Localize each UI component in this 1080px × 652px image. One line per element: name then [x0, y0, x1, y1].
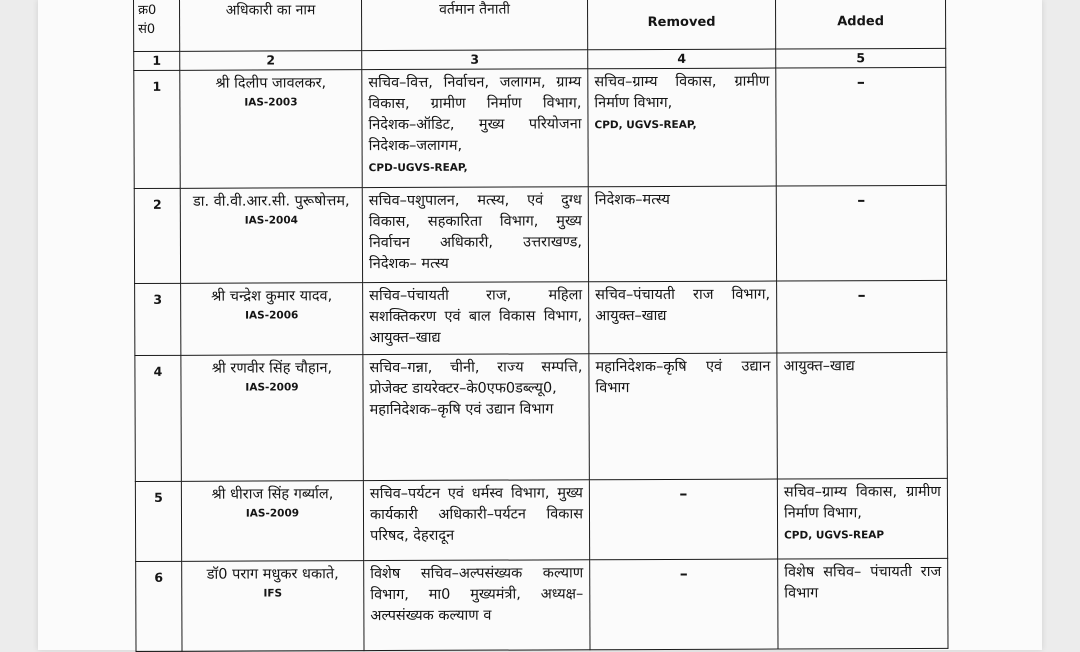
added-posting: विशेष सचिव– पंचायती राज विभाग: [784, 563, 942, 602]
column-number: 5: [776, 48, 946, 68]
officer-name: श्री धीराज सिंह गर्ब्याल,: [211, 486, 334, 503]
removed-posting-code: CPD, UGVS-REAP,: [594, 118, 697, 132]
current-posting-cell: [363, 354, 589, 481]
current-posting-cell: [364, 560, 590, 651]
current-posting-code: CPD-UGVS-REAP,: [368, 161, 468, 175]
current-posting: सचिव–पंचायती राज, महिला सशक्तिकरण एवं बाल विकास विभाग, आयुक्त–खाद्य: [369, 287, 583, 347]
header-current-posting: वर्तमान तैनाती: [362, 0, 588, 51]
column-number: 2: [180, 51, 362, 71]
removed-posting: –: [590, 559, 778, 650]
table-row: [134, 67, 946, 188]
header-officer-name: अधिकारी का नाम: [180, 0, 362, 51]
added-posting: –: [776, 185, 946, 281]
column-number: 4: [588, 49, 776, 69]
document-page: [38, 0, 1042, 650]
serial-number: 2: [134, 188, 180, 283]
added-posting: सचिव–ग्राम्य विकास, ग्रामीण निर्माण विभाग,: [783, 483, 941, 522]
serial-number: 6: [136, 561, 182, 651]
current-posting-cell: [363, 282, 589, 355]
service-batch: IFS: [263, 587, 283, 600]
table-row: [135, 478, 947, 561]
officer-name: डा. वी.वी.आर.सी. पुरूषोत्तम,: [192, 193, 350, 210]
removed-posting: सचिव–पंचायती राज विभाग, आयुक्त–खाद्य: [595, 286, 771, 325]
current-posting: महानिदेशक–कृषि एवं उद्यान विभाग: [369, 401, 554, 419]
service-batch: IAS-2004: [244, 214, 298, 227]
officer-cell: [180, 70, 362, 189]
column-number: 3: [362, 50, 588, 70]
removed-posting: निदेशक–मत्स्य: [588, 186, 776, 282]
header-row: [134, 0, 946, 51]
removed-posting: सचिव–ग्राम्य विकास, ग्रामीण निर्माण विभाग,: [594, 73, 770, 112]
header-removed: Removed: [587, 0, 775, 50]
officer-cell: [180, 188, 362, 284]
officer-cell: [181, 283, 363, 356]
added-posting-code: CPD, UGVS-REAP: [784, 529, 885, 542]
current-posting: विशेष सचिव–अल्पसंख्यक कल्याण विभाग, मा0 मुख्यमंत्री, अध्यक्ष– अल्पसंख्यक कल्याण व: [370, 565, 584, 625]
service-batch: IAS-2003: [244, 96, 298, 109]
added-posting: –: [777, 280, 947, 353]
officer-cell: [181, 355, 363, 482]
table-row: [134, 185, 946, 283]
current-posting: सचिव–पर्यटन एवं धर्मस्व विभाग, मुख्य कार्यकारी अधिकारी–पर्यटन विकास परिषद, देहरादून: [369, 485, 584, 545]
added-posting: आयुक्त–खाद्य: [777, 352, 947, 479]
table-row: [135, 352, 947, 481]
officer-cell: [181, 481, 363, 562]
header-added: Added: [775, 0, 945, 49]
removed-cell: [589, 353, 777, 480]
removed-posting: –: [589, 479, 777, 560]
serial-number: 5: [135, 481, 181, 561]
table-row: [136, 558, 948, 651]
current-posting-cell: [362, 187, 588, 283]
serial-number: 4: [135, 355, 181, 481]
removed-cell: [588, 68, 776, 187]
column-number: 1: [134, 51, 180, 70]
serial-number: 3: [135, 283, 181, 355]
removed-posting: महानिदेशक–कृषि एवं उद्यान विभाग: [595, 358, 771, 397]
officer-name: श्री रणवीर सिंह चौहान,: [211, 360, 333, 377]
added-cell: [777, 478, 947, 559]
added-cell: [778, 558, 948, 649]
current-posting: सचिव–पशुपालन, मत्स्य, एवं दुग्ध विकास, सहकारिता विभाग, मुख्य निर्वाचन अधिकारी, उत्तराखण्ड, निदेशक– मत्स्य: [368, 192, 582, 273]
officer-name: श्री दिलीप जावलकर,: [215, 75, 327, 92]
serial-number: 1: [134, 70, 180, 188]
officer-name: श्री चन्द्रेश कुमार यादव,: [211, 288, 333, 305]
header-serial: क्र0 सं0: [134, 0, 180, 51]
current-posting-cell: [363, 480, 589, 561]
current-posting-cell: [362, 69, 588, 188]
officer-cell: [182, 561, 364, 652]
service-batch: IAS-2009: [245, 381, 299, 394]
added-posting: –: [776, 67, 946, 186]
service-batch: IAS-2009: [245, 507, 300, 520]
current-posting: सचिव–गन्ना, चीनी, राज्य सम्पत्ति, प्रोजेक्ट डायरेक्टर–के0एफ0डब्ल्यू0,: [369, 359, 583, 398]
current-posting: सचिव–वित्त, निर्वाचन, जलागम, ग्राम्य विकास, ग्रामीण निर्माण विभाग, निदेशक–ऑडिट, मुख्य परियोजना निदेशक–जलागम,: [368, 74, 582, 155]
service-batch: IAS-2006: [245, 309, 299, 322]
removed-cell: [589, 281, 777, 354]
officer-name: डॉ0 पराग मधुकर धकाते,: [206, 566, 339, 583]
table-row: [135, 280, 947, 355]
transfer-table: [133, 0, 949, 652]
